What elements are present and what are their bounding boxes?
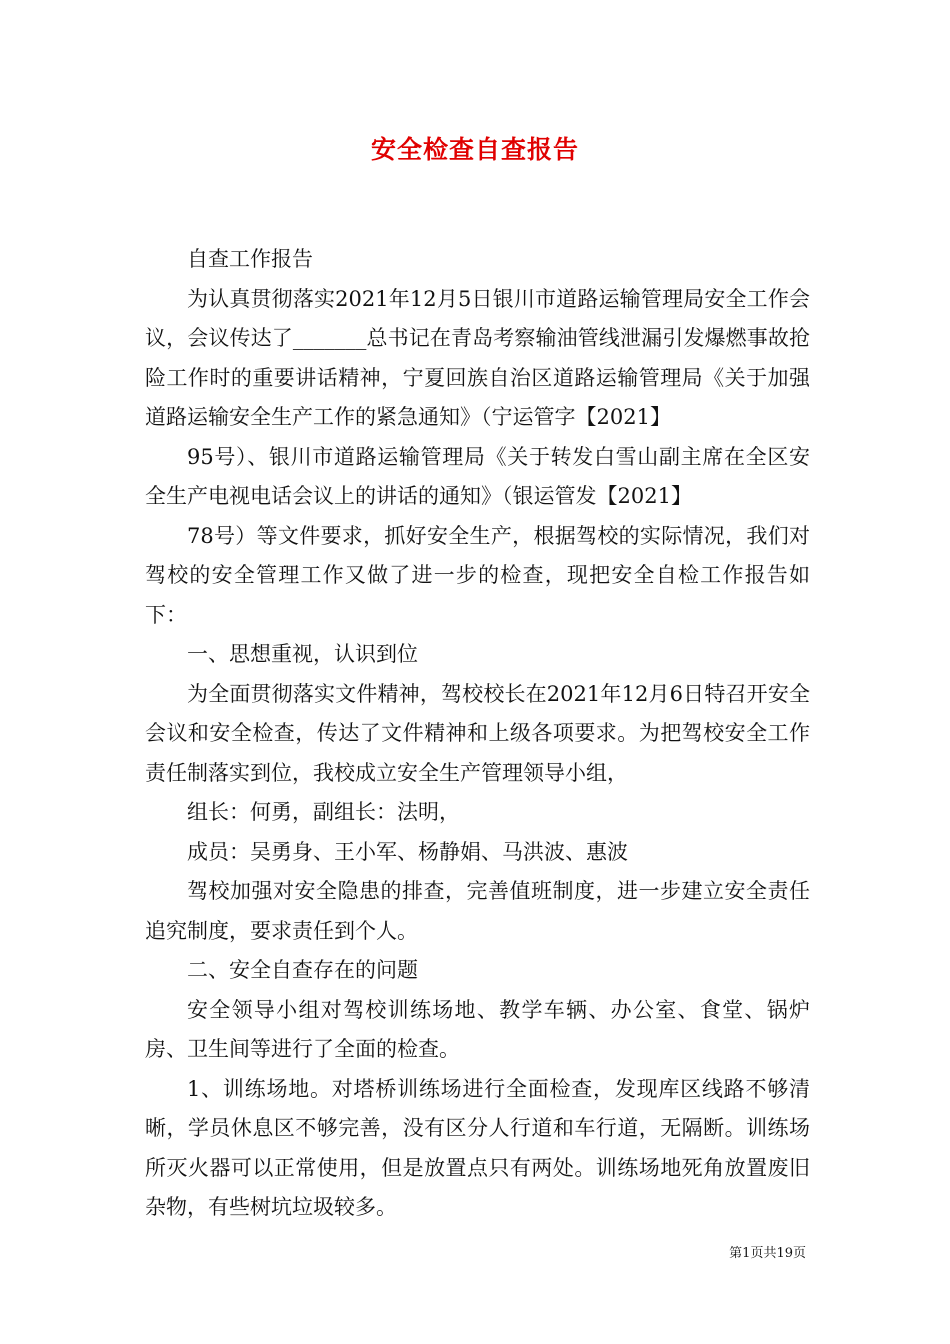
section-heading-2: 二、安全自查存在的问题 xyxy=(187,958,418,982)
report-subtitle: 自查工作报告 xyxy=(187,247,313,271)
paragraph-leaders: 组长：何勇，副组长：法明， xyxy=(187,800,460,824)
paragraph-intro-cont-2: 78号）等文件要求，抓好安全生产，根据驾校的实际情况，我们对驾校的安全管理工作又做了进一步的检查，现把安全自检工作报告如下： xyxy=(145,523,810,627)
page-title: 安全检查自查报告 xyxy=(370,135,579,164)
paragraph-hazard-check: 驾校加强对安全隐患的排查，完善值班制度，进一步建立安全责任追究制度，要求责任到个人。 xyxy=(145,879,810,943)
paragraph-section-1: 为全面贯彻落实文件精神，驾校校长在2021年12月6日特召开安全会议和安全检查，传达了文件精神和上级各项要求。为把驾校安全工作责任制落实到位，我校成立安全生产管理领导小组， xyxy=(145,681,810,785)
paragraph-intro: 为认真贯彻落实2021年12月5日银川市道路运输管理局安全工作会议，会议传达了_______总书记在青岛考察输油管线泄漏引发爆燃事故抢险工作时的重要讲话精神，宁夏回族自治区道路运输管理局《关于加强道路运输安全生产工作的紧急通知》（宁运管字【2021】 xyxy=(145,286,810,429)
paragraph-members: 成员：吴勇身、王小军、杨静娟、马洪波、惠波 xyxy=(187,839,628,864)
document-body xyxy=(145,240,810,1228)
paragraph-intro-cont-1: 95号）、银川市道路运输管理局《关于转发白雪山副主席在全区安全生产电视电话会议上的讲话的通知》（银运管发【2021】 xyxy=(145,444,810,508)
section-heading-1: 一、思想重视，认识到位 xyxy=(187,642,418,666)
paragraph-training-ground: 1、训练场地。对塔桥训练场进行全面检查，发现库区线路不够清晰，学员休息区不够完善，没有区分人行道和车行道，无隔断。训练场所灭火器可以正常使用，但是放置点只有两处。训练场地死角放置废旧杂物，有些树坑垃圾较多。 xyxy=(145,1076,810,1219)
paragraph-section-2: 安全领导小组对驾校训练场地、教学车辆、办公室、食堂、锅炉房、卫生间等进行了全面的检查。 xyxy=(145,997,810,1061)
page-number: 第1页共19页 xyxy=(729,1246,806,1261)
